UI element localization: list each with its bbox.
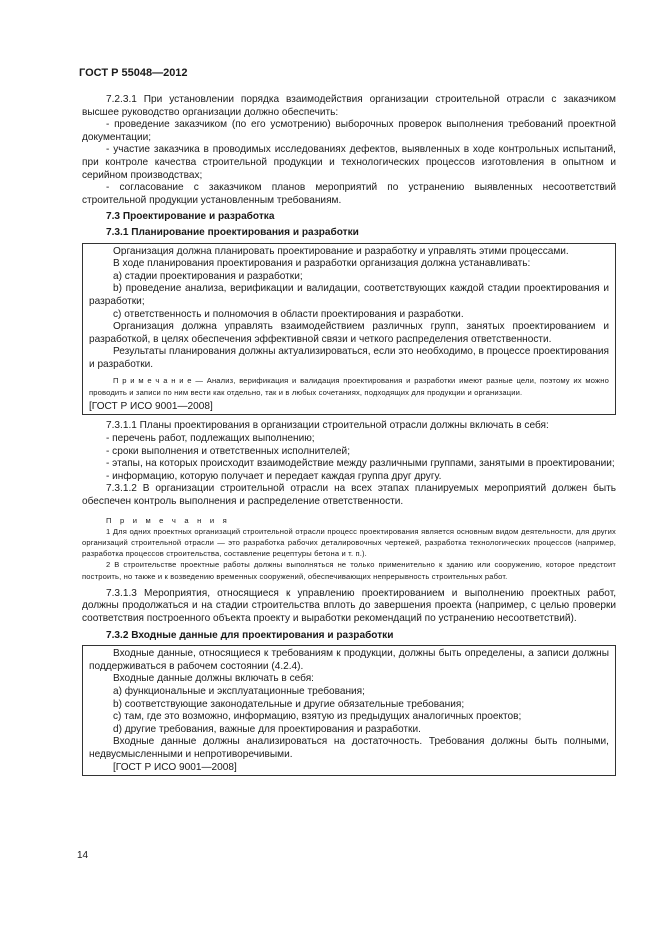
box-line: Входные данные, относящиеся к требованиям к продукции, должны быть определены, а записи должны поддерживаться в рабочем состоянии (4.2.4). [89,648,609,672]
clause-7-2-3-1: 7.2.3.1 При установлении порядка взаимодействия организации строительной отрасли с заказчиком высшее руководство организации должно обеспечить: [82,94,616,118]
clause-7-3-1-2: 7.3.1.2 В организации строительной отрасли на всех этапах планируемых мероприятий должен быть обеспечен контроль выполнения и распределение ответственности. [82,483,616,508]
section-heading-7-3: 7.3 Проектирование и разработка [106,211,275,223]
box-line: c) ответственность и полномочия в области проектирования и разработки. [113,308,464,320]
box-reference: [ГОСТ Р ИСО 9001—2008] [89,400,213,412]
box-reference: [ГОСТ Р ИСО 9001—2008] [113,761,237,773]
box-line: a) стадии проектирования и разработки; [113,270,303,282]
note-item: 2 В строительстве проектные работы должны выполняться не только применительно к зданию или сооружению, которое предстоит построить, но также и к возведению временных сооружений, обеспечивающих непрерывность строительных работ. [82,560,616,581]
box-line: Входные данные должны анализироваться на достаточность. Требования должны быть полными, недвусмысленными и непротиворечивыми. [89,736,609,760]
box-line: Результаты планирования должны актуализироваться, если это необходимо, в процессе проектирования и разработки. [89,346,609,370]
clause-7-3-1-3: 7.3.1.3 Мероприятия, относящиеся к управлению проектированием и выполнению проектных работ, должны продолжаться и на стадии строительства вплоть до завершения проекта (например, с целью проверки соответствия построенного объекта проекту и выработки рекомендаций по устранению несоответствий). [82,587,616,625]
section-heading-7-3-2: 7.3.2 Входные данные для проектирования и разработки [106,629,394,641]
box-line: d) другие требования, важные для проектирования и разработки. [113,723,421,735]
box-line: Входные данные должны включать в себя: [113,673,314,685]
clause-7-3-1-1: 7.3.1.1 Планы проектирования в организации строительной отрасли должны включать в себя: [106,420,549,432]
list-item: - сроки выполнения и ответственных исполнителей; [106,445,350,457]
list-item: - перечень работ, подлежащих выполнению; [106,433,315,445]
standard-header: ГОСТ Р 55048—2012 [79,67,188,79]
box-line: Организация должна управлять взаимодействием различных групп, занятых проектированием и разработкой, в целях обеспечения эффективной связи и четкого распределения ответственности. [89,321,609,345]
box-line: b) соответствующие законодательные и другие обязательные требования; [113,698,465,710]
box-line: a) функциональные и эксплуатационные требования; [113,686,365,697]
list-item: - проведение заказчиком (по его усмотрению) выборочных проверок выполнения требований проектной документации; [82,119,616,143]
list-item: - участие заказчика в проводимых исследованиях дефектов, выявленных в ходе контрольных испытаний, при контроле качества строительной продукции и технологических процессов изготовления в опытном и серийном производствах; [82,144,616,181]
box-line: В ходе планирования проектирования и разработки организация должна устанавливать: [113,258,531,270]
page-number: 14 [77,850,89,861]
list-item: - согласование с заказчиком планов мероприятий по устранению выявленных несоответствий строительной продукции установленным требованиям. [82,182,616,206]
section-heading-7-3-1: 7.3.1 Планирование проектирования и разработки [106,226,359,238]
list-item: - информацию, которую получает и передает каждая группа друг другу. [106,470,442,482]
page-content [82,94,616,781]
quoted-standard-box [82,645,616,776]
notes-title: П р и м е ч а н и я [106,515,230,525]
box-line: b) проведение анализа, верификации и валидации, соответствующих каждой стадии проектирования и разработки; [89,283,609,307]
list-item: - этапы, на которых происходит взаимодействие между различными группами, занятыми в проектировании; [106,458,615,470]
box-note: П р и м е ч а н и е — Анализ, верификация и валидация проектирования и разработки имеют разные цели, поэтому их можно проводить и записи по ним вести как отдельно, так и в любых сочетаниях, подходящих для продукции и организации. [89,376,609,397]
box-line: c) там, где это возможно, информацию, взятую из предыдущих аналогичных проектов; [113,711,522,723]
note-item: 1 Для одних проектных организаций строительной отрасли процесс проектирования является основным видом деятельности, для других организаций строительной отрасли — это разработка рабочих деталировочных чертежей, разработка технологических процессов (например, разработка процессов строительства, составление рецептуры бетона и т. п.). [82,526,616,559]
box-line: Организация должна планировать проектирование и разработку и управлять этими процессами. [113,245,569,257]
quoted-standard-box [82,243,616,416]
